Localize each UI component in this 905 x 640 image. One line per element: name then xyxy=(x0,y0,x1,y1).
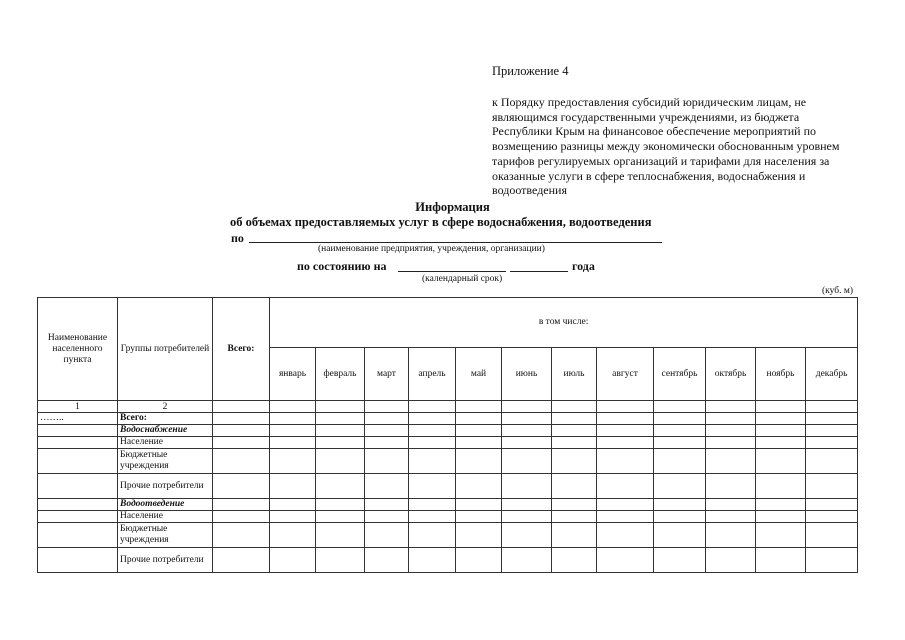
value-cell xyxy=(756,449,806,474)
table-row xyxy=(38,511,858,523)
value-cell xyxy=(806,449,858,474)
header-month: январь xyxy=(270,348,316,401)
table-row xyxy=(38,523,858,548)
value-cell xyxy=(806,413,858,425)
value-cell xyxy=(654,437,706,449)
header-groups: Группы потребителей xyxy=(118,298,213,401)
value-cell xyxy=(270,511,316,523)
unit-label: (куб. м) xyxy=(822,286,854,296)
value-cell xyxy=(756,474,806,499)
empty-cell xyxy=(654,401,706,413)
value-cell xyxy=(409,523,456,548)
value-cell xyxy=(270,437,316,449)
value-cell xyxy=(597,437,654,449)
empty-cell xyxy=(552,401,597,413)
value-cell xyxy=(213,437,270,449)
header-month: декабрь xyxy=(806,348,858,401)
value-cell xyxy=(409,511,456,523)
value-cell xyxy=(213,548,270,573)
table-row xyxy=(38,548,858,573)
value-cell xyxy=(502,425,552,437)
value-cell xyxy=(597,548,654,573)
header-month: август xyxy=(597,348,654,401)
value-cell xyxy=(456,511,502,523)
consumer-group-cell: Население xyxy=(118,437,213,449)
value-cell xyxy=(806,425,858,437)
value-cell xyxy=(806,474,858,499)
header-month: март xyxy=(365,348,409,401)
value-cell xyxy=(213,413,270,425)
header-month: май xyxy=(456,348,502,401)
value-cell xyxy=(552,548,597,573)
value-cell xyxy=(597,425,654,437)
value-cell xyxy=(756,499,806,511)
value-cell xyxy=(456,413,502,425)
value-cell xyxy=(756,523,806,548)
value-cell xyxy=(270,449,316,474)
value-cell xyxy=(316,413,365,425)
value-cell xyxy=(409,548,456,573)
empty-cell xyxy=(502,401,552,413)
value-cell xyxy=(213,474,270,499)
value-cell xyxy=(270,425,316,437)
value-cell xyxy=(409,499,456,511)
organization-label: по xyxy=(231,231,244,245)
empty-cell xyxy=(456,401,502,413)
value-cell xyxy=(409,474,456,499)
value-cell xyxy=(316,425,365,437)
date-field-line xyxy=(398,271,506,272)
settlement-cell xyxy=(38,449,118,474)
data-table xyxy=(37,297,858,573)
header-total: Всего: xyxy=(213,298,270,401)
value-cell xyxy=(365,413,409,425)
empty-cell xyxy=(756,401,806,413)
value-cell xyxy=(597,449,654,474)
value-cell xyxy=(706,425,756,437)
value-cell xyxy=(316,474,365,499)
empty-cell xyxy=(597,401,654,413)
value-cell xyxy=(365,548,409,573)
value-cell xyxy=(552,474,597,499)
num-cell: 2 xyxy=(118,401,213,413)
value-cell xyxy=(270,499,316,511)
value-cell xyxy=(706,449,756,474)
value-cell xyxy=(654,511,706,523)
consumer-group-cell: Бюджетные учреждения xyxy=(118,449,213,474)
value-cell xyxy=(502,523,552,548)
value-cell xyxy=(456,548,502,573)
header-month: ноябрь xyxy=(756,348,806,401)
value-cell xyxy=(213,449,270,474)
value-cell xyxy=(502,449,552,474)
value-cell xyxy=(456,437,502,449)
consumer-group-cell: Прочие потребители xyxy=(118,548,213,573)
table-row xyxy=(38,474,858,499)
appendix-title: Приложение 4 xyxy=(492,64,569,78)
table-row xyxy=(38,437,858,449)
value-cell xyxy=(706,511,756,523)
value-cell xyxy=(365,449,409,474)
consumer-group-cell: Всего: xyxy=(118,413,213,425)
empty-cell xyxy=(316,401,365,413)
value-cell xyxy=(316,437,365,449)
value-cell xyxy=(316,523,365,548)
value-cell xyxy=(316,449,365,474)
value-cell xyxy=(552,449,597,474)
value-cell xyxy=(654,548,706,573)
date-year-label: года xyxy=(572,259,595,273)
consumer-group-cell: Водоотведение xyxy=(118,499,213,511)
value-cell xyxy=(365,523,409,548)
value-cell xyxy=(409,413,456,425)
settlement-cell xyxy=(38,437,118,449)
value-cell xyxy=(756,437,806,449)
settlement-cell xyxy=(38,425,118,437)
value-cell xyxy=(806,523,858,548)
value-cell xyxy=(806,548,858,573)
organization-field-line xyxy=(249,242,662,243)
settlement-cell xyxy=(38,499,118,511)
value-cell xyxy=(365,511,409,523)
settlement-cell xyxy=(38,474,118,499)
value-cell xyxy=(409,425,456,437)
table-row xyxy=(38,425,858,437)
value-cell xyxy=(552,425,597,437)
value-cell xyxy=(654,425,706,437)
document-subtitle: об объемах предоставляемых услуг в сфере водоснабжения, водоотведения xyxy=(230,215,652,229)
value-cell xyxy=(706,499,756,511)
value-cell xyxy=(756,413,806,425)
organization-caption: (наименование предприятия, учреждения, организации) xyxy=(318,244,545,254)
value-cell xyxy=(365,474,409,499)
value-cell xyxy=(597,499,654,511)
value-cell xyxy=(706,413,756,425)
value-cell xyxy=(213,499,270,511)
header-month: октябрь xyxy=(706,348,756,401)
empty-cell xyxy=(706,401,756,413)
value-cell xyxy=(502,499,552,511)
value-cell xyxy=(806,499,858,511)
value-cell xyxy=(213,523,270,548)
value-cell xyxy=(502,413,552,425)
value-cell xyxy=(365,499,409,511)
num-cell: 1 xyxy=(38,401,118,413)
value-cell xyxy=(706,548,756,573)
value-cell xyxy=(654,449,706,474)
value-cell xyxy=(409,449,456,474)
settlement-cell: …….. xyxy=(38,413,118,425)
value-cell xyxy=(316,548,365,573)
value-cell xyxy=(456,474,502,499)
value-cell xyxy=(552,437,597,449)
date-label: по состоянию на xyxy=(297,259,387,273)
table-row xyxy=(38,499,858,511)
consumer-group-cell: Население xyxy=(118,511,213,523)
settlement-cell xyxy=(38,548,118,573)
date-caption: (календарный срок) xyxy=(422,274,503,284)
value-cell xyxy=(756,548,806,573)
value-cell xyxy=(502,474,552,499)
value-cell xyxy=(456,425,502,437)
value-cell xyxy=(654,523,706,548)
header-month: апрель xyxy=(409,348,456,401)
value-cell xyxy=(706,523,756,548)
value-cell xyxy=(456,523,502,548)
value-cell xyxy=(270,474,316,499)
value-cell xyxy=(756,425,806,437)
empty-cell xyxy=(365,401,409,413)
value-cell xyxy=(597,523,654,548)
value-cell xyxy=(597,511,654,523)
value-cell xyxy=(409,437,456,449)
value-cell xyxy=(316,499,365,511)
consumer-group-cell: Бюджетные учреждения xyxy=(118,523,213,548)
value-cell xyxy=(806,437,858,449)
document-title: Информация xyxy=(415,200,490,214)
value-cell xyxy=(213,425,270,437)
value-cell xyxy=(456,449,502,474)
value-cell xyxy=(502,437,552,449)
header-month: июнь xyxy=(502,348,552,401)
value-cell xyxy=(706,437,756,449)
value-cell xyxy=(456,499,502,511)
value-cell xyxy=(597,413,654,425)
empty-cell xyxy=(270,401,316,413)
empty-cell xyxy=(806,401,858,413)
value-cell xyxy=(552,499,597,511)
date-year-field-line xyxy=(510,271,568,272)
value-cell xyxy=(597,474,654,499)
value-cell xyxy=(654,499,706,511)
value-cell xyxy=(270,413,316,425)
consumer-group-cell: Водоснабжение xyxy=(118,425,213,437)
empty-cell xyxy=(409,401,456,413)
value-cell xyxy=(365,437,409,449)
value-cell xyxy=(316,511,365,523)
empty-cell xyxy=(213,401,270,413)
value-cell xyxy=(270,523,316,548)
value-cell xyxy=(213,511,270,523)
value-cell xyxy=(502,511,552,523)
value-cell xyxy=(502,548,552,573)
header-month: февраль xyxy=(316,348,365,401)
table-row xyxy=(38,413,858,425)
value-cell xyxy=(365,425,409,437)
table-row xyxy=(38,449,858,474)
value-cell xyxy=(756,511,806,523)
value-cell xyxy=(706,474,756,499)
settlement-cell xyxy=(38,523,118,548)
value-cell xyxy=(552,413,597,425)
header-including: в том числе: xyxy=(270,298,858,348)
header-month: сентябрь xyxy=(654,348,706,401)
value-cell xyxy=(270,548,316,573)
consumer-group-cell: Прочие потребители xyxy=(118,474,213,499)
value-cell xyxy=(654,413,706,425)
header-settlement: Наименование населенного пункта xyxy=(38,298,118,401)
value-cell xyxy=(654,474,706,499)
settlement-cell xyxy=(38,511,118,523)
value-cell xyxy=(806,511,858,523)
value-cell xyxy=(552,511,597,523)
value-cell xyxy=(552,523,597,548)
header-month: июль xyxy=(552,348,597,401)
appendix-text: к Порядку предоставления субсидий юридическим лицам, не являющимся государственными учреждениями, из бюджета Республики Крым на финансовое обеспечение мероприятий по возмещению разницы между экономически обоснованным уровнем тарифов регулируемых организаций и тарифами для населения за оказанные услуги в сфере теплоснабжения, водоснабжения и водоотведения xyxy=(492,95,840,198)
